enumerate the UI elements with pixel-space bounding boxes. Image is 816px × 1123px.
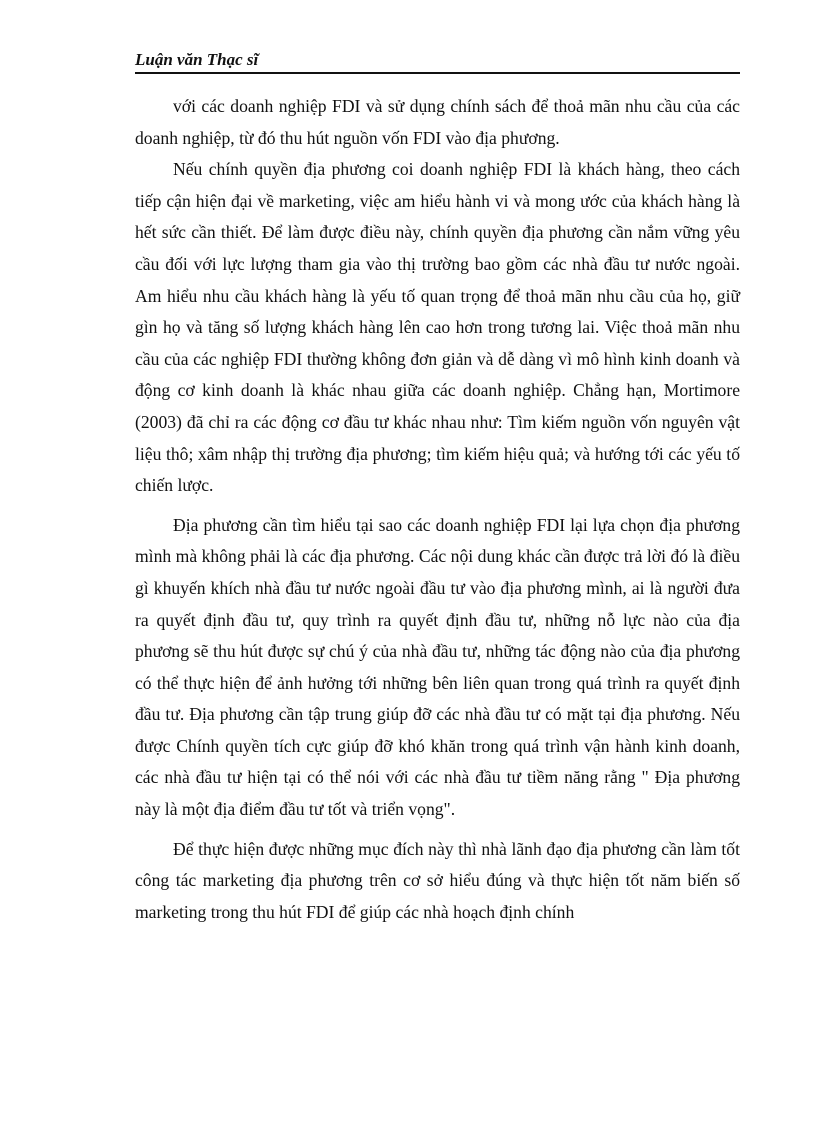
paragraph-4: Để thực hiện được những mục đích này thì nhà lãnh đạo địa phương cần làm tốt công tác marketing địa phương trên cơ sở hiểu đúng và thực hiện tốt năm biến số marketing trong thu hút FDI để giúp các nhà hoạch định chính	[135, 838, 740, 922]
paragraph-1: với các doanh nghiệp FDI và sử dụng chính sách để thoả mãn nhu cầu của các doanh nghiệp, từ đó thu hút nguồn vốn FDI vào địa phương.	[135, 96, 740, 148]
header-title: Luận văn Thạc sĩ	[135, 50, 259, 69]
paragraph-3: Địa phương cần tìm hiểu tại sao các doanh nghiệp FDI lại lựa chọn địa phương mình mà không phải là các địa phương. Các nội dung khác cần được trả lời đó là điều gì khuyến khích nhà đầu tư nước ngoài đầu tư vào địa phương mình, ai là người đưa ra quyết định đầu tư, quy trình ra quyết định đầu tư, những nỗ lực nào của địa phương sẽ thu hút được sự chú ý của nhà đầu tư, những tác động nào của địa phương có thể thực hiện để ảnh hưởng tới những bên liên quan trong quá trình ra quyết định đầu tư. Địa phương cần tập trung giúp đỡ các nhà đầu tư có mặt tại địa phương. Nếu được Chính quyền tích cực giúp đỡ khó khăn trong quá trình vận hành kinh doanh, các nhà đầu tư hiện tại có thể nói với các nhà đầu tư tiềm năng rằng " Địa phương này là một địa điểm đầu tư tốt và triển vọng".	[135, 514, 740, 820]
document-body	[135, 91, 740, 928]
page-header	[135, 50, 740, 74]
paragraph-2: Nếu chính quyền địa phương coi doanh nghiệp FDI là khách hàng, theo cách tiếp cận hiện đại về marketing, việc am hiểu hành vi và mong ước của khách hàng là hết sức cần thiết. Để làm được điều này, chính quyền địa phương cần nắm vững yêu cầu đối với lực lượng tham gia vào thị trường bao gồm các nhà đầu tư nước ngoài. Am hiểu nhu cầu khách hàng là yếu tố quan trọng để thoả mãn nhu cầu của họ, giữ gìn họ và tăng số lượng khách hàng lên cao hơn trong tương lai. Việc thoả mãn nhu cầu của các nghiệp FDI thường không đơn giản và dễ dàng vì mô hình kinh doanh và động cơ kinh doanh là khác nhau giữa các doanh nghiệp. Chẳng hạn, Mortimore (2003) đã chỉ ra các động cơ đầu tư khác nhau như: Tìm kiếm nguồn vốn nguyên vật liệu thô; xâm nhập thị trường địa phương; tìm kiếm hiệu quả; và hướng tới các yếu tố chiến lược.	[135, 159, 740, 496]
